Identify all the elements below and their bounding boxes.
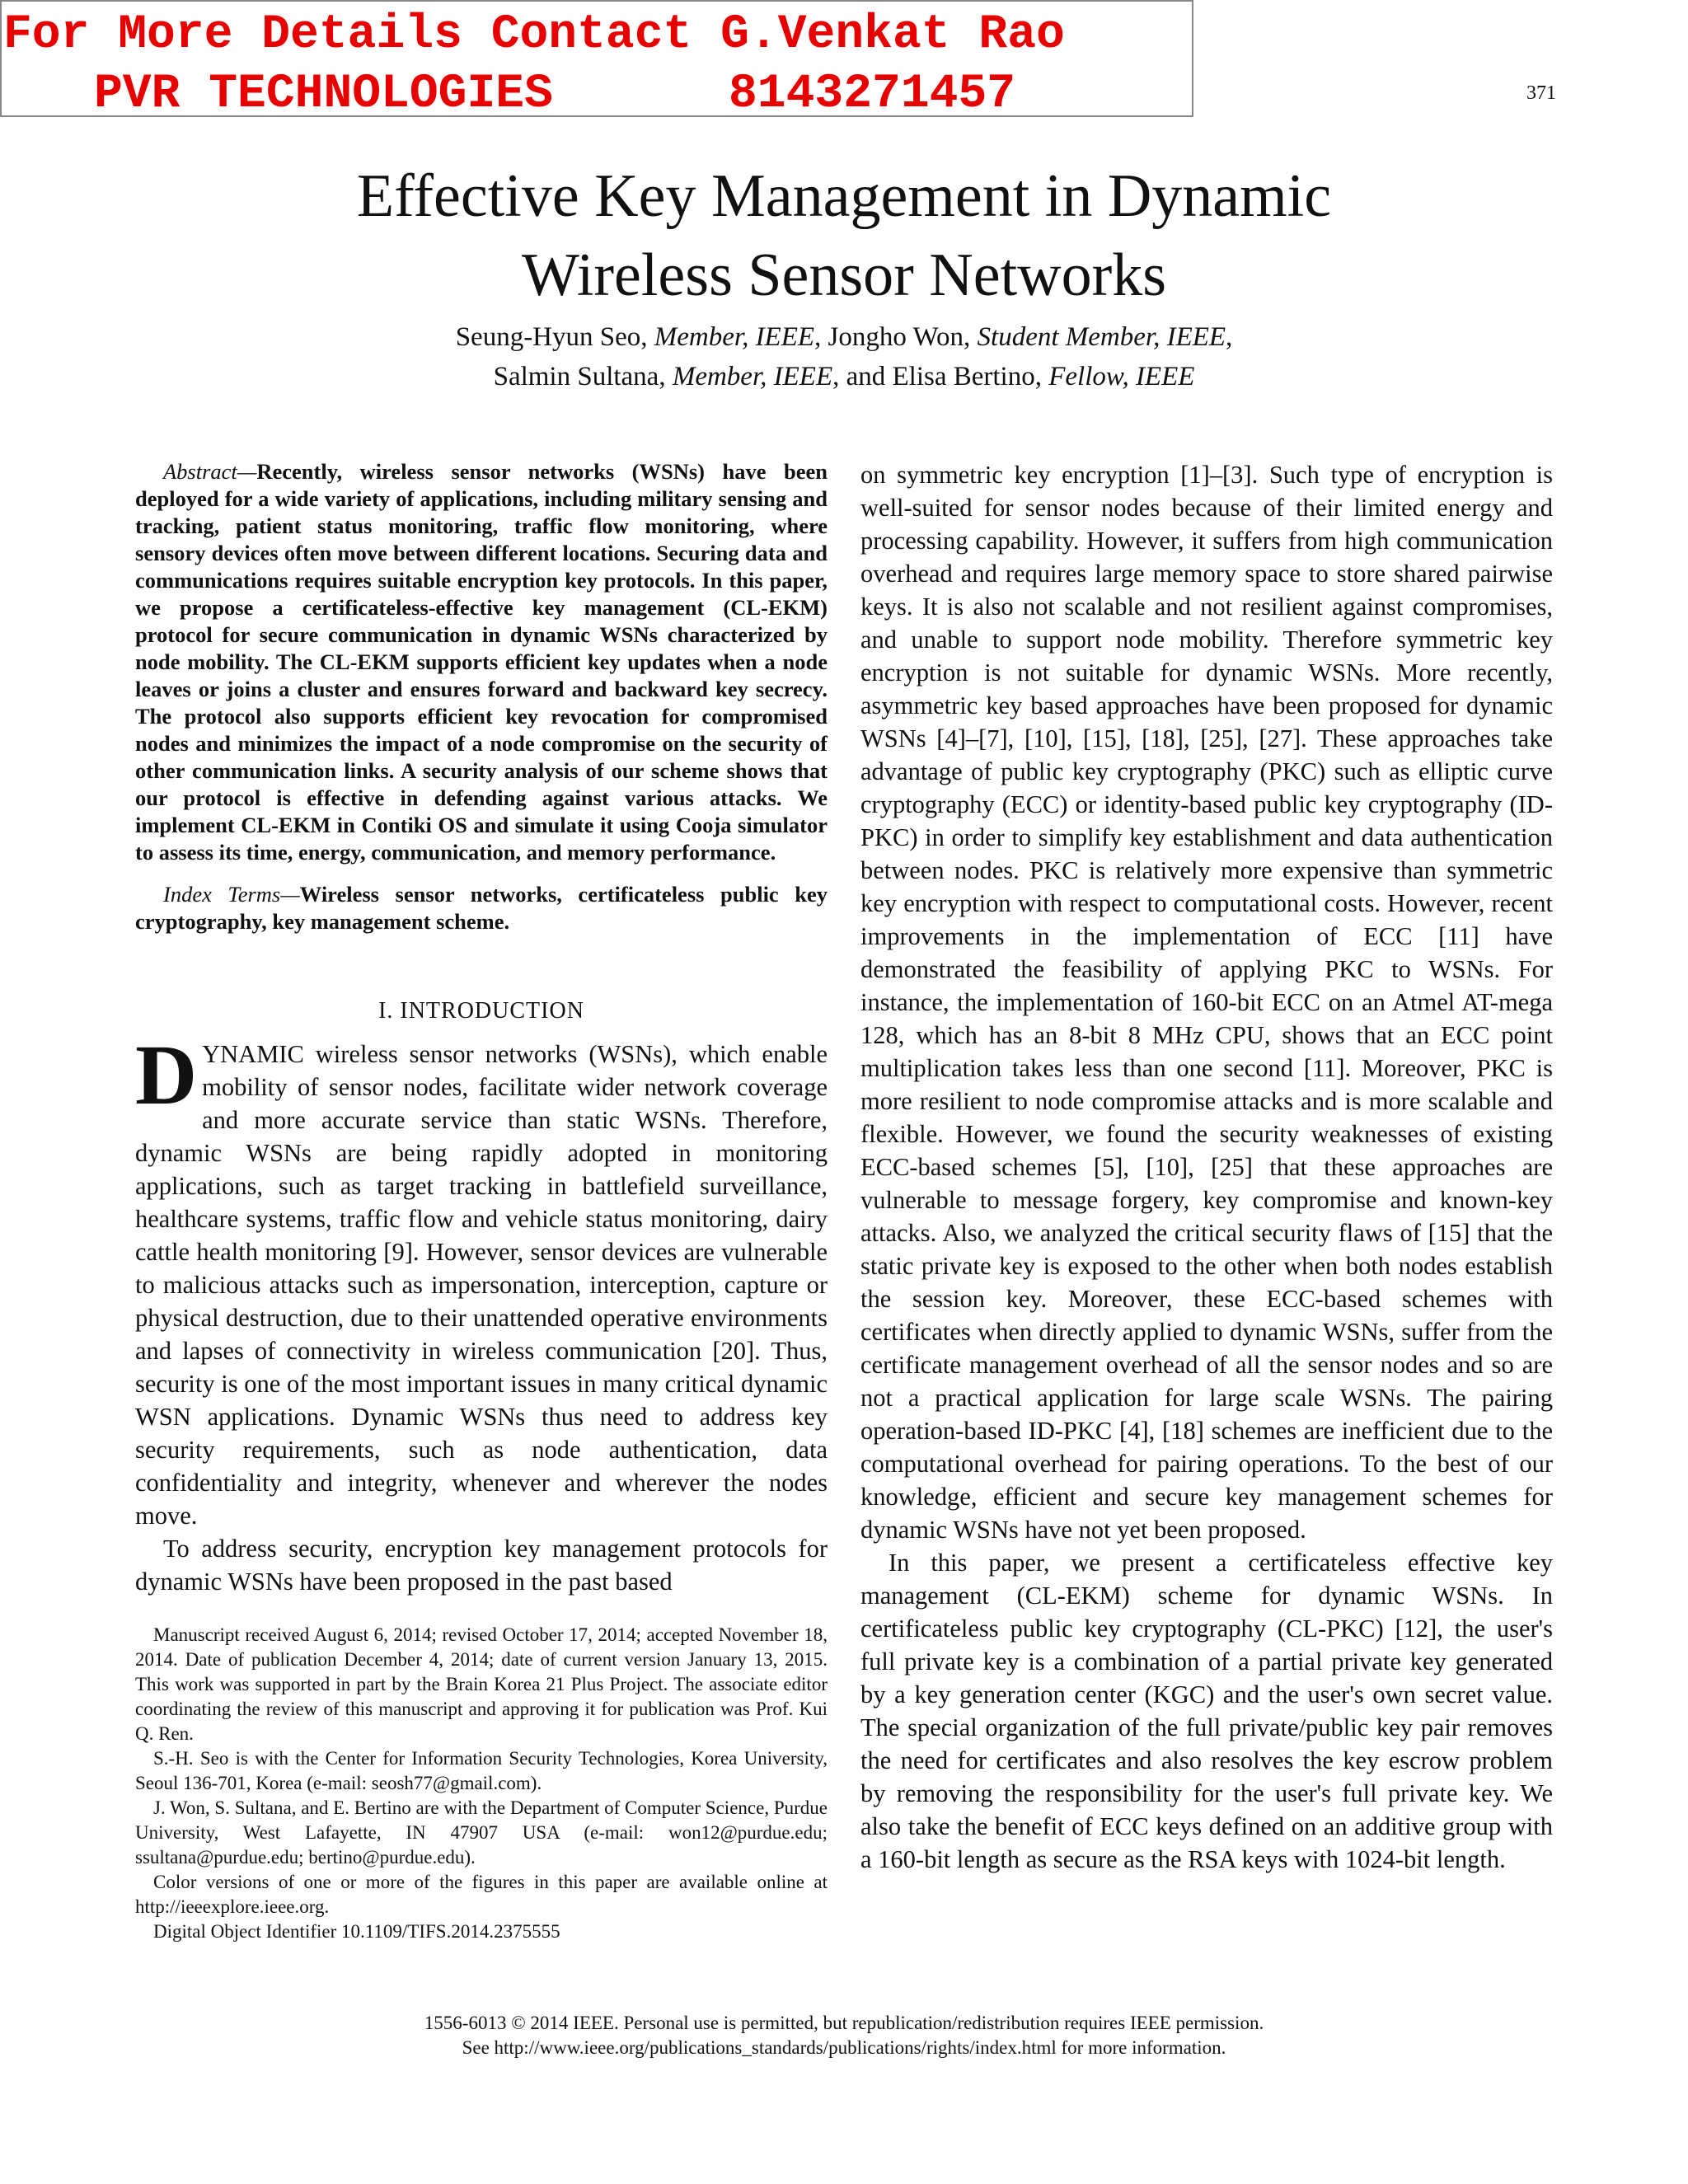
footnote-affiliation-purdue: J. Won, S. Sultana, and E. Bertino are with the Department of Computer Science, Purdue University, West Lafayette, IN 47907 USA (e-mail: won12@purdue.edu; ssultana@purdue.edu; bertino@purdue.edu).: [135, 1797, 828, 1868]
author-separator: ,: [1226, 322, 1233, 352]
left-column: [135, 458, 828, 1944]
index-terms-text: Wireless sensor networks, certificateless public key cryptography, key management scheme.: [135, 882, 828, 934]
right-column: [860, 458, 1553, 1876]
author-name: , Jongho Won,: [814, 322, 978, 352]
banner-phone-number: 8143271457: [729, 68, 1016, 121]
intro-paragraph-1-text: YNAMIC wireless sensor networks (WSNs), which enable mobility of sensor nodes, facilitate wider network coverage and more accurate service than static WSNs. Therefore, dynamic WSNs are being rapidly adopted in monitoring applications, such as target tracking in battlefield surveillance, healthcare systems, traffic flow and vehicle status monitoring, dairy cattle health monitoring [9]. However, sensor devices are vulnerable to malicious attacks such as impersonation, interception, capture or physical destruction, due to their unattended operative environments and lapses of connectivity in wireless communication [20]. Thus, security is one of the most important issues in many critical dynamic WSN applications. Dynamic WSNs thus need to address key security requirements, such as node authentication, data confidentiality and integrity, whenever and wherever the nodes move.: [135, 1040, 828, 1530]
footnote-color-versions: Color versions of one or more of the figures in this paper are available online at http://ieeexplore.ieee.org.: [135, 1872, 828, 1917]
footnotes: [135, 1623, 828, 1944]
author-line-2: [247, 357, 1441, 396]
title-line-1: Effective Key Management in Dynamic: [356, 162, 1332, 230]
copyright-footer: [132, 2011, 1556, 2060]
right-paragraph-1: on symmetric key encryption [1]–[3]. Such type of encryption is well-suited for sensor nodes because of their limited energy and processing capability. However, it suffers from high communication overhead and requires large memory space to store shared pairwise keys. It is also not scalable and not resilient against compromises, and unable to support node mobility. Therefore symmetric key encryption is not suitable for dynamic WSNs. More recently, asymmetric key based approaches have been proposed for dynamic WSNs [4]–[7], [10], [15], [18], [25], [27]. These approaches take advantage of public key cryptography (PKC) such as elliptic curve cryptography (ECC) or identity-based public key cryptography (ID-PKC) in order to simplify key establishment and data authentication between nodes. PKC is relatively more expensive than symmetric key encryption with respect to computational costs. However, recent improvements in the implementation of ECC [11] have demonstrated the feasibility of applying PKC to WSNs. For instance, the implementation of 160-bit ECC on an Atmel AT-mega 128, which has an 8-bit 8 MHz CPU, shows that an ECC point multiplication takes less than one second [11]. Moreover, PKC is more resilient to node compromise attacks and is more scalable and flexible. However, we found the security weaknesses of existing ECC-based schemes [5], [10], [25] that these approaches are vulnerable to message forgery, key compromise and known-key attacks. Also, we analyzed the critical security flaws of [15] that the static private key is exposed to the other when both nodes establish the session key. Moreover, these ECC-based schemes with certificates when directly applied to dynamic WSNs, suffer from the certificate management overhead of all the sensor nodes and so are not a practical application for large scale WSNs. The pairing operation-based ID-PKC [4], [18] schemes are inefficient due to the computational overhead for pairing operations. To the best of our knowledge, efficient and secure key management schemes for dynamic WSNs have not yet been proposed.: [860, 461, 1553, 1544]
banner-company-name: PVR TECHNOLOGIES: [94, 68, 553, 121]
abstract-lead: Abstract—: [163, 459, 257, 484]
index-terms-lead: Index Terms—: [163, 882, 300, 907]
page-number: 371: [1526, 82, 1556, 104]
footer-line-1: 1556-6013 © 2014 IEEE. Personal use is permitted, but republication/redistribution requires IEEE permission.: [424, 2013, 1264, 2033]
author-role: Member, IEEE: [672, 362, 833, 391]
author-name: , and Elisa Bertino,: [832, 362, 1049, 391]
intro-paragraph-1: [135, 1028, 828, 1532]
abstract-text: Recently, wireless sensor networks (WSNs) have been deployed for a wide variety of applications, including military sensing and tracking, patient status monitoring, traffic flow monitoring, where sensory devices often move between different locations. Securing data and communications requires suitable encryption key protocols. In this paper, we propose a certificateless-effective key management (CL-EKM) protocol for secure communication in dynamic WSNs characterized by node mobility. The CL-EKM supports efficient key updates when a node leaves or joins a cluster and ensures forward and backward key secrecy. The protocol also supports efficient key revocation for compromised nodes and minimizes the impact of a node compromise on the security of other communication links. A security analysis of our scheme shows that our protocol is effective in defending against various attacks. We implement CL-EKM in Contiki OS and simulate it using Cooja simulator to assess its time, energy, communication, and memory performance.: [135, 459, 828, 865]
footnote-manuscript: Manuscript received August 6, 2014; revised October 17, 2014; accepted November 18, 2014. Date of publication December 4, 2014; date of current version January 13, 2015. This work was supported in part by the Brain Korea 21 Plus Project. The associate editor coordinating the review of this manuscript and approving it for publication was Prof. Kui Q. Ren.: [135, 1624, 828, 1744]
drop-cap: D: [135, 1028, 198, 1122]
paper-title: [247, 157, 1441, 315]
intro-paragraph-2: To address security, encryption key management protocols for dynamic WSNs have been proposed in the past based: [135, 1535, 828, 1596]
contact-banner: [0, 0, 1193, 121]
author-list: [247, 317, 1441, 396]
footer-line-2: See http://www.ieee.org/publications_standards/publications/rights/index.html for more information.: [462, 2037, 1226, 2058]
index-terms: [135, 881, 828, 935]
section-heading: I. INTRODUCTION: [378, 998, 584, 1024]
author-name: Seung-Hyun Seo,: [455, 322, 654, 352]
banner-contact-line: For More Details Contact G.Venkat Rao: [3, 8, 1065, 62]
author-line-1: [247, 317, 1441, 357]
author-role: Member, IEEE: [654, 322, 815, 352]
footnote-affiliation-seo: S.-H. Seo is with the Center for Information Security Technologies, Korea University, Seoul 136-701, Korea (e-mail: seosh77@gmail.com).: [135, 1748, 828, 1793]
author-role: Fellow, IEEE: [1048, 362, 1195, 391]
author-name: Salmin Sultana,: [493, 362, 673, 391]
title-line-2: Wireless Sensor Networks: [521, 241, 1167, 309]
abstract: [135, 458, 828, 866]
footnote-doi: Digital Object Identifier 10.1109/TIFS.2014.2375555: [153, 1921, 560, 1942]
author-role: Student Member, IEEE: [977, 322, 1226, 352]
right-paragraph-2: In this paper, we present a certificateless effective key management (CL-EKM) scheme for dynamic WSNs. In certificateless public key cryptography (CL-PKC) [12], the user's full private key is a combination of a partial private key generated by a key generation center (KGC) and the user's own secret value. The special organization of the full private/public key pair removes the need for certificates and also resolves the key escrow problem by removing the responsibility for the user's full private key. We also take the benefit of ECC keys defined on an additive group with a 160-bit length as secure as the RSA keys with 1024-bit length.: [860, 1549, 1553, 1873]
